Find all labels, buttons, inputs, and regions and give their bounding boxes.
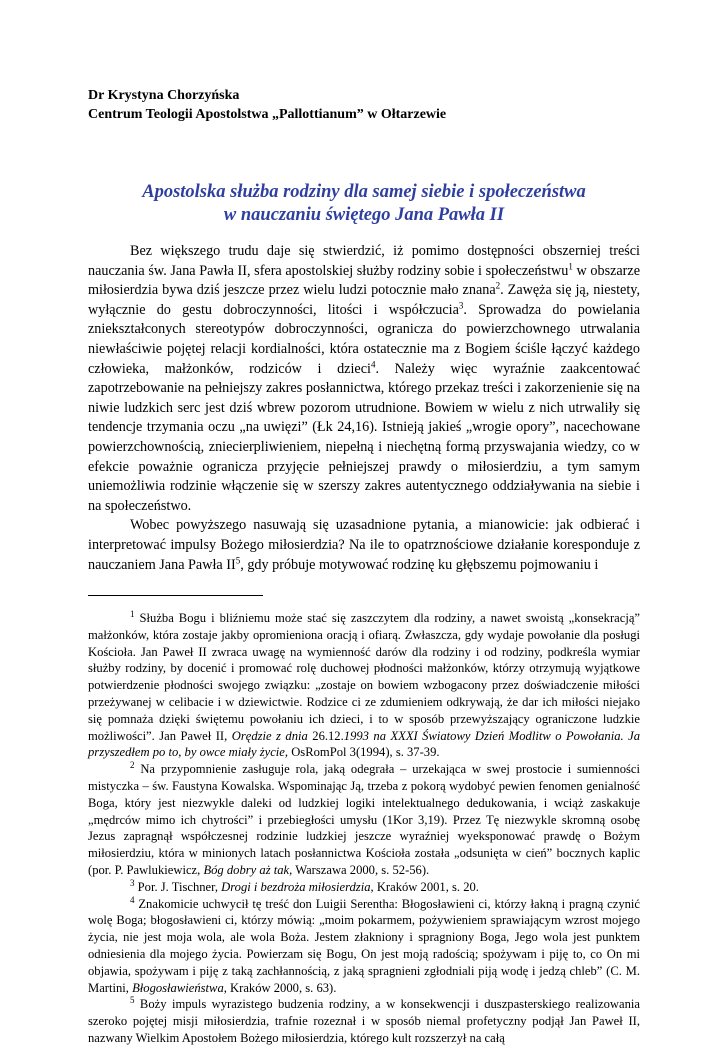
paragraph-2 bbox=[88, 516, 640, 575]
footnote-4-italic-a: Błogosławieństwa bbox=[132, 980, 224, 995]
footnote-ref-3[interactable]: 3 bbox=[458, 300, 464, 311]
title-line-2: w nauczaniu świętego Jana Pawła II bbox=[223, 205, 505, 225]
footnote-4-number: 4 bbox=[130, 894, 135, 905]
document-page bbox=[88, 86, 640, 1047]
p1-text-b: w obszarze miłosierdzia bywa dziś jeszcze przez wielu ludzi potocznie mało znana bbox=[88, 262, 641, 299]
footnote-3 bbox=[88, 879, 640, 896]
footnote-5-number: 5 bbox=[130, 995, 135, 1006]
p2-text-a: Wobec powyższego nasuwają się uzasadnione pytania, a mianowicie: jak odbierać i interpretować impulsy Bożego miłosierdzia? Na ile to opatrznościowe działanie koresponduje z nauczaniem Jana Pawła II bbox=[88, 517, 640, 573]
footnote-1-text-b: 26.12. bbox=[307, 728, 344, 743]
footnote-2-text-a: Na przypomnienie zasługuje rola, jaką odegrała – urzekająca w swej prostocie i sumienności mistyczka – św. Faustyna Kowalska. Wspominając Ją, trzeba z pokorą wydobyć pewien fenomen genialność Boga, który jest niezwykle daleki od ludzkiej logiki intelektualnego dedukowania, i wciąż zaskakuje „mędrców mimo ich chytrości” i przebiegłości umysłu (1Kor 3,19). Przez Tę niezwykle skromną osobę Jezus zapragnął współczesnej rodzinie ludzkiej jeszcze wyraźniej wyeksponować prawdę o Bożym miłosierdziu, która w minionych latach posłannictwa Kościoła została „odsunięta w cień” bocznych kaplic (por. P. Pawlukiewicz, bbox=[88, 762, 640, 878]
footnote-2-text-b: Warszawa 2000, s. 52-56). bbox=[292, 863, 430, 878]
footnote-1-italic-a: Orędzie z dnia bbox=[231, 728, 308, 743]
footnote-2-number: 2 bbox=[130, 760, 135, 771]
footnote-ref-1[interactable]: 1 bbox=[568, 260, 573, 271]
p1-text-d: . Sprowadza do powielania zniekształconych stereotypów dobroczynności, ogranicza do powierzchownego utrwalania niewłaściwie pojętej relacji kordialności, która ostatecznie ma z Bogiem ściśle łączyć każdego człowieka, małżonków, rodziców i dzieci bbox=[88, 301, 640, 377]
footnote-5-text-a: Boży impuls wyrazistego budzenia rodziny, a w konsekwencji i duszpasterskiego realizowania szeroko pojętej misji miłosierdzia, trafnie rozeznał i w sposób niemal profetyczny podjął Jan Paweł II, nazwany Wielkim Apostołem Bożego miłosierdzia, którego kult rozszerzył na całą bbox=[88, 997, 640, 1046]
footnote-2 bbox=[88, 761, 640, 879]
footnote-2-italic-a: Bóg dobry aż tak, bbox=[203, 863, 293, 878]
footnote-1-italic-b: 1993 na XXXI Światowy Dzień Modlitw o Powołania. Ja przyszedłem po to, by owce miały życie, bbox=[88, 728, 641, 760]
footnote-ref-5[interactable]: 5 bbox=[235, 554, 241, 565]
author-name: Dr Krystyna Chorzyńska bbox=[88, 88, 240, 103]
footnote-3-text-b: Kraków 2001, s. 20. bbox=[373, 879, 479, 894]
p1-text-e: . Należy więc wyraźnie zaakcentować zapotrzebowanie na pełniejszy zakres posłannictwa, którego przekaz treści i zakorzenienie się na niwie ludzkich serc jest dziś wbrew pozorom utrudnione. Bowiem w wielu z nich utrwaliły się tendencje trzymania oczu „na uwięzi” (Łk 24,16). Istnieją jakieś „wrogie opory”, nacechowane powierzchownością, zniecierpliwieniem, niepełną i niechętną formą przyswajania wiedzy, co w efekcie poważnie ogranicza przyjęcie pełniejszej prawdy o miłosierdziu, a tym samym uniemożliwia rodzinie włączenie się w szerszy zakres autentycznego oddziaływania na siebie i na społeczeństwo. bbox=[88, 360, 641, 514]
p2-text-b: , gdy próbuje motywować rodzinę ku głębszemu pojmowaniu i bbox=[240, 556, 599, 573]
footnote-1-number: 1 bbox=[130, 608, 135, 619]
footnote-1 bbox=[88, 610, 640, 761]
footnote-3-number: 3 bbox=[130, 877, 135, 888]
author-affiliation: Centrum Teologii Apostolstwa „Pallottianum” w Ołtarzewie bbox=[88, 107, 447, 122]
footnotes bbox=[88, 610, 640, 1047]
footnote-5 bbox=[88, 996, 640, 1046]
footnote-3-italic-a: Drogi i bezdroża miłosierdzia, bbox=[221, 879, 374, 894]
footnote-4-text-b: , Kraków 2000, s. 63). bbox=[223, 980, 337, 995]
title-line-1: Apostolska służba rodziny dla samej siebie i społeczeństwa bbox=[142, 182, 586, 202]
paragraph-1 bbox=[88, 242, 640, 516]
footnote-4 bbox=[88, 896, 640, 997]
footnote-separator bbox=[88, 595, 263, 596]
footnote-ref-4[interactable]: 4 bbox=[370, 358, 376, 369]
footnote-1-text-a: Służba Bogu i bliźniemu może stać się zaszczytem dla rodziny, a nawet swoistą „konsekracją” małżonków, która zostaje jakby opromieniona oracją i ofiarą. Zwłaszcza, gdy wydaje powołanie dla posługi Kościoła. Jan Paweł II zwraca uwagę na wymienność darów dla rodziny i od rodziny, podkreśla wymiar służby rodziny, by docenić i promować rolę duchowej płodności małżonków, którzy otrzymują wyjątkowe potwierdzenie płodności swojego związku: „zostaje on bowiem wzbogacony przez doświadczenie miłości przeżywanej w celibacie i w dziewictwie. Rodzice ci ze zdumieniem odkrywają, że dar ich miłości niejako się pomnaża dzięki świętemu powołaniu ich dzieci, i to w sposób przewyższający ograniczone ludzkie możliwości”. Jan Paweł II, bbox=[88, 611, 640, 743]
paper-title bbox=[88, 181, 640, 227]
footnote-3-text-a: Por. J. Tischner, bbox=[134, 879, 222, 894]
footnote-4-text-a: Znakomicie uchwycił tę treść don Luigii Serentha: Błogosławieni ci, którzy łakną i pragną czynić wolę Boga; błogosławieni ci, którzy mówią: „moim pokarmem, pożywieniem sprawiającym wzrost mojego życia, nie jest moja wola, ale wola Boża. Jestem złakniony i spragniony Boga, Jego wola jest punktem odniesienia dla mojego życia. Powierzam się Bogu, On jest moją radością; spożywam i piję to, co On mi objawia, spożywam i piję z taką zachłannością, z jaką spragnieni zgłodniali piją wodę i jedzą chleb” (C. M. Martini, bbox=[88, 896, 640, 995]
body-text bbox=[88, 242, 640, 575]
p1-text-a: Bez większego trudu daje się stwierdzić, iż pomimo dostępności obszerniej treści nauczania św. Jana Pawła II, sfera apostolskiej służby rodziny sobie i społeczeństwu bbox=[88, 243, 640, 279]
p1-text-c: . Zawęża się ją, niestety, wyłącznie do gestu dobroczynności, litości i współczucia bbox=[88, 282, 640, 318]
footnote-1-text-c: OsRomPol 3(1994), s. 37-39. bbox=[288, 745, 440, 760]
footnote-ref-2[interactable]: 2 bbox=[495, 280, 501, 291]
